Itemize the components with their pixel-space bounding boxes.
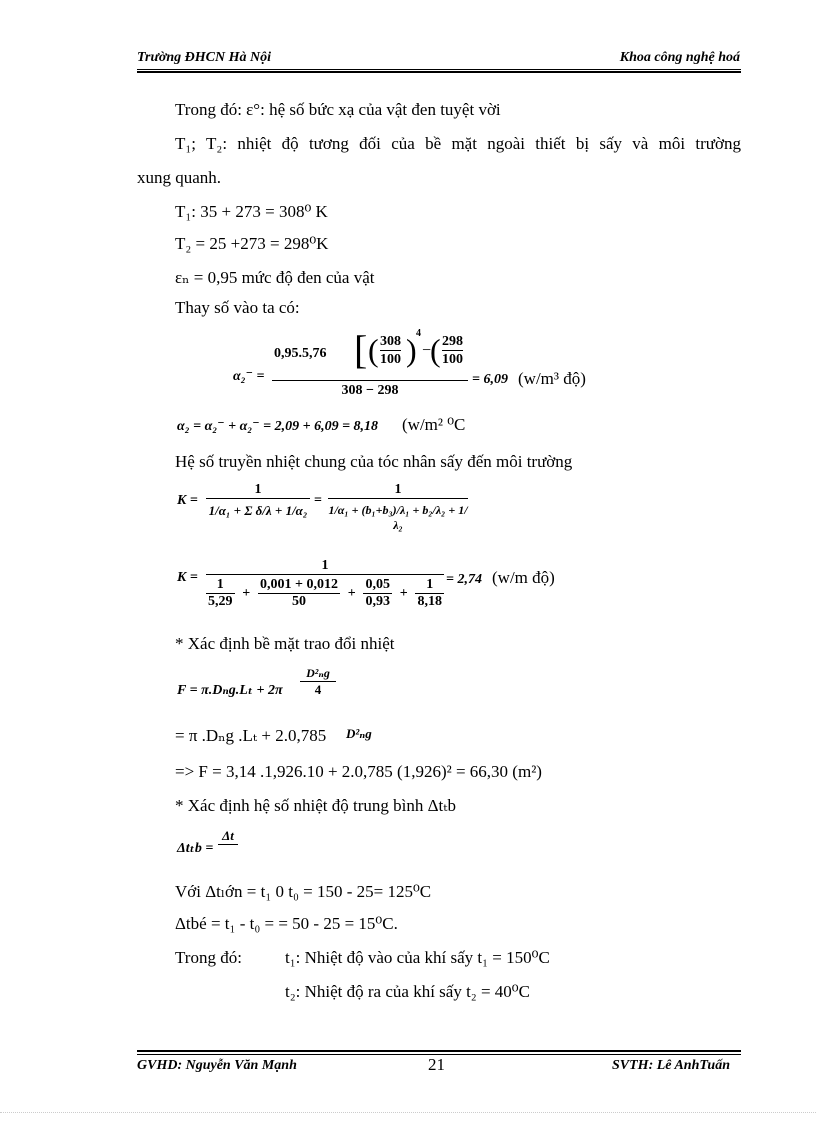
- header-left: Trường ĐHCN Hà Nội: [137, 50, 272, 65]
- line-t2-desc: t₂: Nhiệt độ ra của khí sấy t₂ = 40⁰C: [285, 982, 530, 1001]
- bottom-dotted-line: [0, 1112, 816, 1113]
- line-voi: Với Δtₗớn = t₁ 0 t₀ = 150 - 25= 125⁰C: [175, 882, 432, 901]
- eq1-minus: −: [422, 342, 432, 359]
- k2-unit: (w/m độ): [492, 568, 555, 587]
- k2-lhs: K =: [177, 570, 198, 585]
- k2-d-num: 1: [426, 577, 434, 592]
- k-frac1-den: 1/α₁ + Σ δ/λ + 1/α₂: [206, 498, 310, 519]
- k2-c-den: 0,93: [365, 594, 390, 609]
- k2-c-num: 0,05: [365, 577, 390, 592]
- page-number: 21: [428, 1055, 445, 1074]
- line-epsilon: εₙ = 0,95 mức độ đen của vật: [175, 268, 375, 287]
- line-trong-do-label: Trong đó:: [175, 948, 242, 967]
- k-frac2-num: 1: [394, 482, 402, 497]
- eq2: α₂ = α₂⁻ + α₂⁻ = 2,09 + 6,09 = 8,18: [177, 419, 379, 434]
- eq1-den: 308 − 298: [272, 380, 468, 399]
- f-frac: [300, 666, 336, 698]
- eq1-paren: (: [368, 332, 379, 368]
- eq1-f2-num: 298: [442, 334, 463, 349]
- k-frac1: [206, 482, 310, 519]
- f-line2-tail: D²ₙg: [346, 726, 372, 741]
- k2-num: 1: [321, 558, 329, 573]
- k2-a-den: 5,29: [208, 594, 233, 609]
- dt-den-line: [218, 844, 238, 853]
- eq1-f1-den: 100: [380, 352, 401, 367]
- k2-frac: [206, 558, 444, 610]
- footer-rule-thick: [137, 1050, 741, 1052]
- eq1-unit: (w/m³ độ): [518, 369, 586, 388]
- k-frac2: [328, 482, 468, 533]
- eq1-f1-num: 308: [380, 334, 401, 349]
- f-line2: = π .Dₙg .Lₜ + 2.0,785: [175, 726, 327, 745]
- k2-d-den: 8,18: [417, 594, 442, 609]
- line-xac-dinh-be-mat: * Xác định bề mặt trao đổi nhiệt: [175, 634, 395, 653]
- line-thay-so: Thay số vào ta có:: [175, 298, 300, 317]
- k2-a-num: 1: [216, 577, 224, 592]
- line-xac-dinh-he-so: * Xác định hệ số nhiệt độ trung bình Δtₜb: [175, 796, 456, 815]
- f-formula: F = π.Dₙg.Lₜ + 2π: [177, 683, 283, 698]
- dt-num: Δt: [222, 828, 234, 843]
- line-t1-t2: T₁; T₂: nhiệt độ tương đối của bề mặt ngoài thiết bị sấy và môi trường: [175, 134, 741, 153]
- f-frac-num: D²ₙg: [306, 666, 330, 680]
- line-xung-quanh: xung quanh.: [137, 168, 222, 187]
- k-equals: =: [314, 493, 322, 508]
- dt-lhs: Δtₜb =: [177, 841, 214, 856]
- eq1-coeff: 0,95.5,76: [274, 346, 327, 361]
- f-frac-den: 4: [300, 681, 336, 698]
- eq1-result: = 6,09: [472, 372, 508, 387]
- k2-den: $\frac{1}{5,29}$ + $\frac{0,001 + 0,012}{50}$ + $\frac{0,05}{0,93}$ + $\frac{1}{8,18}$: [206, 574, 444, 610]
- eq2-unit: (w/m² ⁰C: [402, 415, 466, 434]
- dt-frac: [218, 828, 238, 853]
- eq1-paren2: (: [430, 332, 441, 368]
- k2-b-num: 0,001 + 0,012: [259, 577, 338, 592]
- k-lhs: K =: [177, 493, 198, 508]
- eq1-bracket-left: [: [354, 327, 368, 372]
- footer-right: SVTH: Lê AnhTuấn: [612, 1058, 730, 1073]
- k-frac2-den: 1/α₁ + (b₁+b₃)/λ₁ + b₂/λ₂ + 1/λ₂: [328, 498, 468, 533]
- line-trong-do: Trong đó: ε°: hệ số bức xạ của vật đen tuyệt vời: [175, 100, 501, 119]
- eq1-lhs: α₂⁻ =: [233, 369, 265, 384]
- header-right: Khoa công nghệ hoá: [619, 50, 740, 65]
- k2-result: = 2,74: [446, 572, 482, 587]
- eq1-f2-den: 100: [442, 352, 463, 367]
- header-rule-thin: [137, 69, 741, 70]
- f-line3: => F = 3,14 .1,926.10 + 2.0,785 (1,926)² = 66,30 (m²): [175, 762, 542, 781]
- k2-b-den: 50: [258, 593, 340, 610]
- k-frac1-num: 1: [254, 482, 262, 497]
- footer-left: GVHD: Nguyễn Văn Mạnh: [137, 1058, 297, 1073]
- eq1-exp: 4: [416, 328, 421, 339]
- line-dt-be: Δtbé = t₁ - t₀ = = 50 - 25 = 15⁰C.: [175, 914, 398, 933]
- line-t1-desc: t₁: Nhiệt độ vào của khí sấy t₁ = 150⁰C: [285, 948, 550, 967]
- line-t2-value: T₂ = 25 +273 = 298⁰K: [175, 234, 329, 253]
- eq1-fraction: [272, 327, 468, 399]
- eq1-paren-close: ): [406, 332, 417, 368]
- line-he-so-truyen-nhiet: Hệ số truyền nhiệt chung của tóc nhân sấy đến môi trường: [175, 452, 573, 471]
- line-t1-value: T₁: 35 + 273 = 308⁰ K: [175, 202, 328, 221]
- header-rule-thick: [137, 71, 741, 73]
